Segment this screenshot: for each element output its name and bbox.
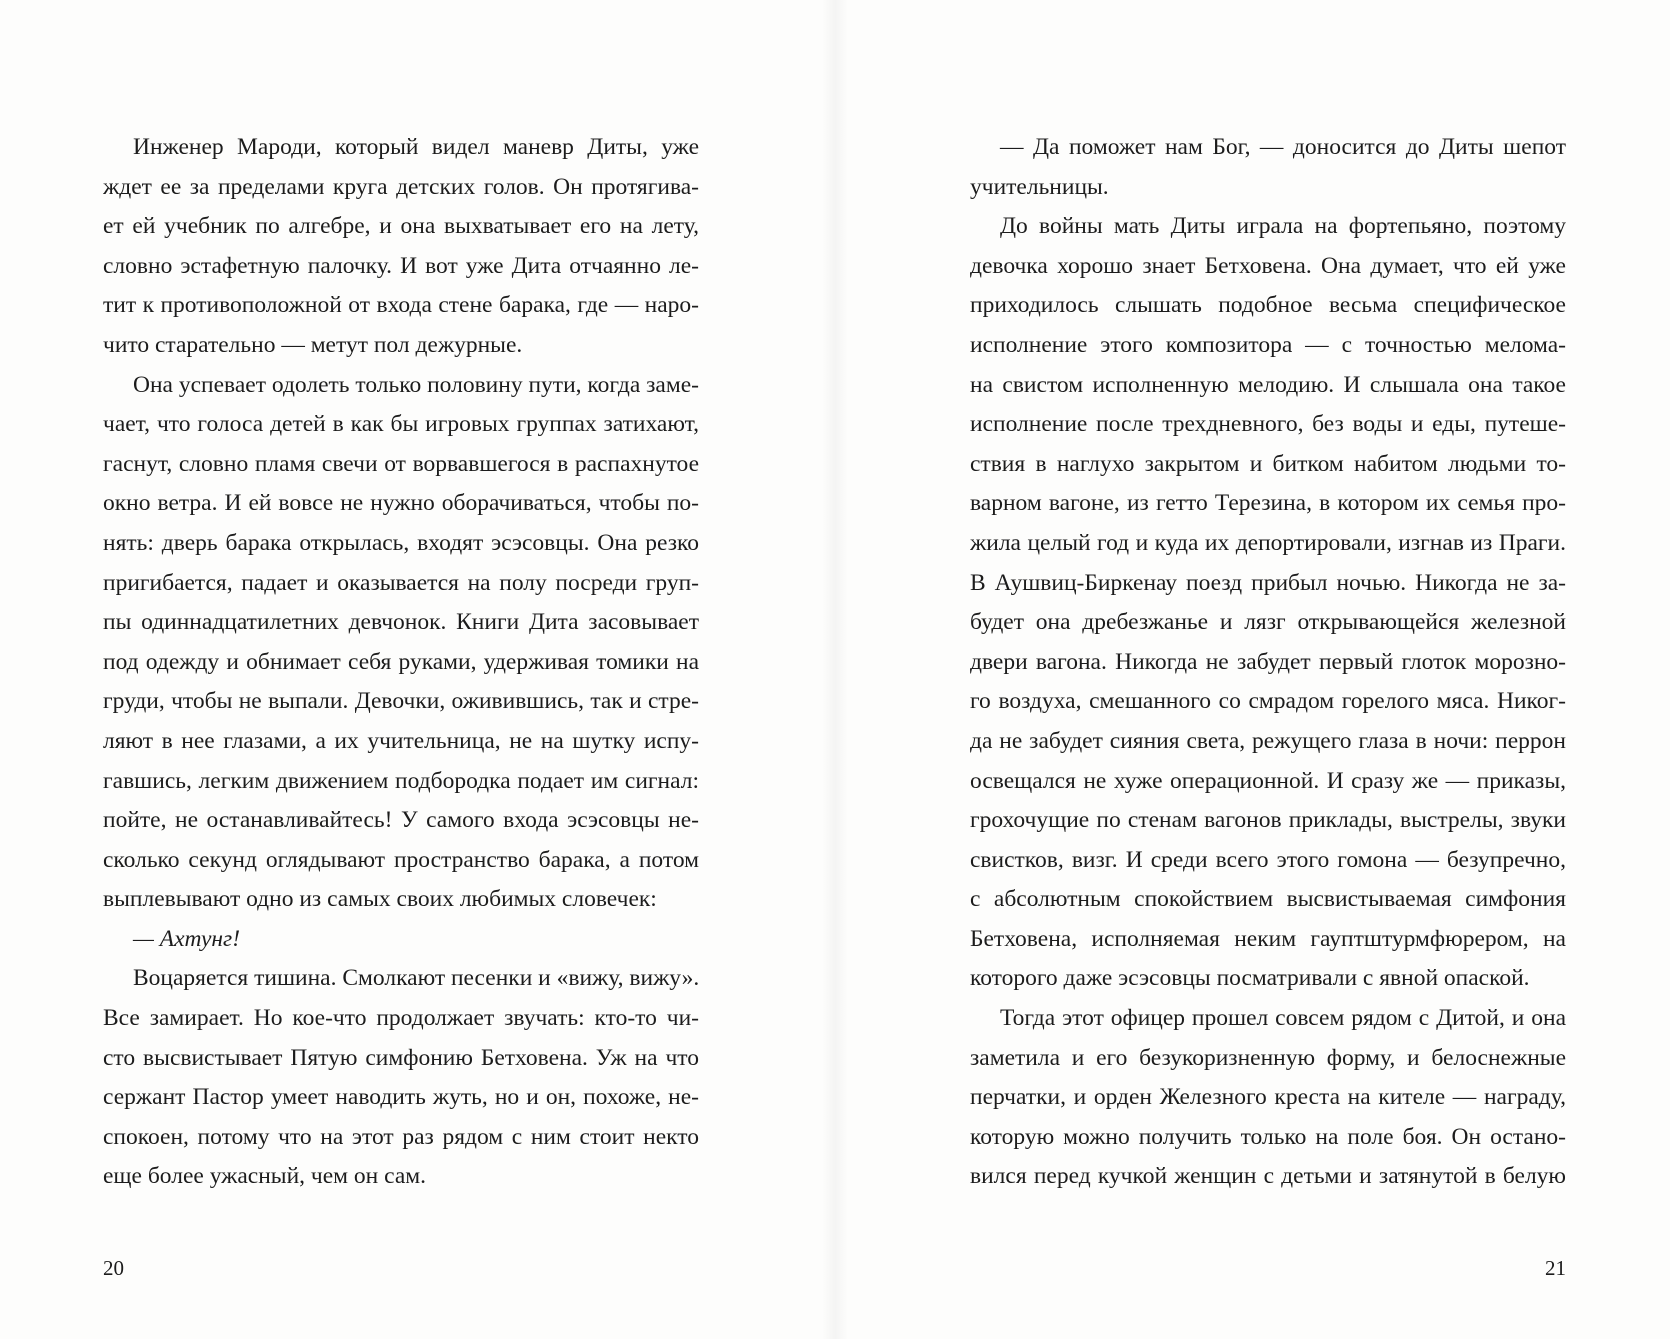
text-line: под одежду и обнимает себя руками, удерживая томики на: [103, 648, 699, 675]
text-line: До войны мать Диты играла на фортепьяно, поэтому: [1000, 213, 1566, 240]
right-page-text: [970, 128, 1566, 1197]
text-line: чает, что голоса детей в как бы игровых группах затихают,: [103, 411, 699, 438]
text-line: — Ахтунг!: [133, 925, 241, 952]
text-line: пойте, не останавливайтесь! У самого входа эсэсовцы не-: [103, 807, 699, 834]
text-line: которого даже эсэсовцы посматривали с явной опаской.: [970, 965, 1530, 992]
text-line: пригибается, падает и оказывается на полу посреди груп-: [103, 569, 699, 596]
text-line: сколько секунд оглядывают пространство барака, а потом: [103, 846, 699, 873]
text-line: нять: дверь барака открылась, входят эсэсовцы. Она резко: [103, 529, 699, 556]
text-line: Инженер Мароди, который видел маневр Диты, уже: [133, 134, 699, 160]
text-line: жила целый год и куда их депортировали, изгнав из Праги.: [970, 529, 1566, 556]
text-line: Она успевает одолеть только половину пути, когда заме-: [133, 371, 699, 398]
text-line: выплевывают одно из самых своих любимых словечек:: [103, 886, 657, 913]
text-line: освещался не хуже операционной. И сразу же — приказы,: [970, 767, 1566, 794]
text-line: ет ей учебник по алгебре, и она выхватывает его на лету,: [103, 213, 699, 240]
text-line: исполнение этого композитора — с точностью мелома-: [970, 331, 1566, 358]
text-line: Все замирает. Но кое-что продолжает звучать: кто-то чи-: [103, 1005, 699, 1032]
text-line: да не забудет сияния света, режущего глаза в ночи: перрон: [970, 727, 1566, 754]
text-line: еще более ужасный, чем он сам.: [103, 1163, 427, 1190]
text-line: чито старательно — метут пол дежурные.: [103, 331, 523, 358]
text-line: приходилось слышать подобное весьма специфическое: [970, 292, 1566, 319]
text-line: гаснут, словно пламя свечи от ворвавшегося в распахнутое: [103, 450, 699, 477]
text-line: сержант Пастор умеет наводить жуть, но и он, похоже, не-: [103, 1084, 699, 1111]
text-line: которую можно получить только на поле боя. Он остано-: [970, 1123, 1566, 1150]
text-line: перчатки, и орден Железного креста на кителе — награду,: [970, 1084, 1566, 1111]
text-line: тит к противоположной от входа стене барака, где — наро-: [103, 292, 699, 319]
text-line: девочка хорошо знает Бетховена. Она думает, что ей уже: [970, 252, 1566, 279]
text-line: окно ветра. И ей вовсе не нужно оборачиваться, чтобы по-: [103, 490, 699, 517]
text-line: грохочущие по стенам вагонов приклады, выстрелы, звуки: [970, 807, 1566, 834]
text-line: го воздуха, смешанного со смрадом горелого мяса. Никог-: [970, 688, 1566, 715]
text-line: спокоен, потому что на этот раз рядом с ним стоит некто: [103, 1123, 699, 1150]
text-line: свистков, визг. И среди всего этого гомона — безупречно,: [970, 846, 1566, 873]
text-line: Воцаряется тишина. Смолкают песенки и «вижу, вижу».: [133, 965, 699, 992]
text-line: заметила и его безукоризненную форму, и белоснежные: [970, 1044, 1566, 1071]
text-line: груди, чтобы не выпали. Девочки, оживившись, так и стре-: [103, 688, 699, 715]
book-spread: Инженер Мароди, который видел маневр Диты, уже ждет ее за пределами круга детских голов. Он протягива- ет ей учебник по алгебре, и она выхватывает его на лету, словно эстафетную палочку. И вот уже Дита отчаянно ле- тит к противоположной от входа стене барака, где — наро- чито старательно — метут пол дежурные. Она успевает одолеть только половину пути, когда заме- чает, что голоса детей в как бы игровых группах затихают, гаснут, словно пламя свечи от ворвавшегося в распахнутое окно ветра. И ей вовсе не нужно оборачиваться, чтобы по- нять: дверь барака открылась, входят эсэсовцы. Она резко пригибается, падает и оказывается на полу посреди груп- пы одиннадцатилетних девчонок. Книги Дита засовывает под одежду и обнимает себя руками, удерживая томики на груди, чтобы не выпали. Девочки, оживившись, так и стре- ляют в нее глазами, а их учительница, не на шутку испу- гавшись, легким движением подбородка подает им сигнал: пойте, не останавливайтесь! У самого входа эсэсовцы не- сколько секунд оглядывают пространство барака, а потом выплевывают одно из самых своих любимых словечек: — Ахтунг! Воцаряется тишина. Смолкают песенки и «вижу, вижу». Все замирает. Но кое-что продолжает звучать: кто-то чи- сто высвистывает Пятую симфонию Бетховена. Уж на что сержант Пастор умеет наводить жуть, но и он, похоже, не- спокоен, потому что на этот раз рядом с ним стоит некто еще более ужасный, чем он сам. — Да поможет нам Бог, — доносится до Диты шепот учительницы. До войны мать Диты играла на фортепьяно, поэтому девочка хорошо знает Бетховена. Она думает, что ей уже приходилось слышать подобное весьма специфическое исполнение этого композитора — с точностью мелома- на свистом исполненную мелодию. И слышала она такое исполнение после трехдневного, без воды и еды, путеше- ствия в наглухо закрытом и битком набитом людьми то- варном вагоне, из гетто Терезина, в котором их семья про- жила целый год и куда их депортировали, изгнав из Праги. В Аушвиц-Биркенау поезд прибыл ночью. Никогда не за- будет она дребезжанье и лязг открывающейся железной двери вагона. Никогда не забудет первый глоток морозно- го воздуха, смешанного со смрадом горелого мяса. Никог- да не забудет сияния света, режущего глаза в ночи: перрон освещался не хуже операционной. И сразу же — приказы, грохочущие по стенам вагонов приклады, выстрелы, звуки свистков, визг. И среди всего этого гомона — безупречно, с абсолютным спокойствием высвистываемая симфония Бетховена, исполняемая неким гауптштурмфюрером, на которого даже эсэсовцы посматривали с явной опаской. Тогда этот офицер прошел совсем рядом с Дитой, и она заметила и его безукоризненную форму, и белоснежные перчатки, и орден Железного креста на кителе — награду, которую можно получить только на поле боя. Он остано- вился перед кучкой женщин с детьми и затянутой в белую 20 21: [0, 0, 1670, 1339]
text-line: В Аушвиц-Биркенау поезд прибыл ночью. Никогда не за-: [970, 569, 1566, 596]
text-line: — Да поможет нам Бог, — доносится до Диты шепот: [1000, 134, 1566, 160]
text-line: пы одиннадцатилетних девчонок. Книги Дита засовывает: [103, 609, 699, 636]
text-line: ствия в наглухо закрытом и битком набитом людьми то-: [970, 450, 1566, 477]
text-line: Тогда этот офицер прошел совсем рядом с Дитой, и она: [1000, 1005, 1566, 1032]
text-line: будет она дребезжанье и лязг открывающейся железной: [970, 609, 1566, 636]
text-line: вился перед кучкой женщин с детьми и затянутой в белую: [970, 1163, 1566, 1190]
text-line: двери вагона. Никогда не забудет первый глоток морозно-: [970, 648, 1566, 675]
text-line: Бетховена, исполняемая неким гауптштурмфюрером, на: [970, 925, 1566, 952]
text-line: учительницы.: [970, 173, 1109, 200]
text-line: гавшись, легким движением подбородка подает им сигнал:: [103, 767, 699, 794]
text-line: с абсолютным спокойствием высвистываемая симфония: [970, 886, 1566, 913]
text-line: исполнение после трехдневного, без воды и еды, путеше-: [970, 411, 1566, 438]
left-page-text: [103, 128, 699, 1197]
text-line: словно эстафетную палочку. И вот уже Дита отчаянно ле-: [103, 252, 699, 279]
left-page-number: 20: [103, 1256, 124, 1280]
text-line: ждет ее за пределами круга детских голов. Он протягива-: [103, 173, 699, 200]
text-line: варном вагоне, из гетто Терезина, в котором их семья про-: [970, 490, 1566, 517]
text-line: сто высвистывает Пятую симфонию Бетховена. Уж на что: [103, 1044, 699, 1071]
book-gutter: [822, 0, 848, 1339]
text-line: ляют в нее глазами, а их учительница, не на шутку испу-: [103, 727, 699, 754]
text-line: на свистом исполненную мелодию. И слышала она такое: [970, 371, 1566, 398]
